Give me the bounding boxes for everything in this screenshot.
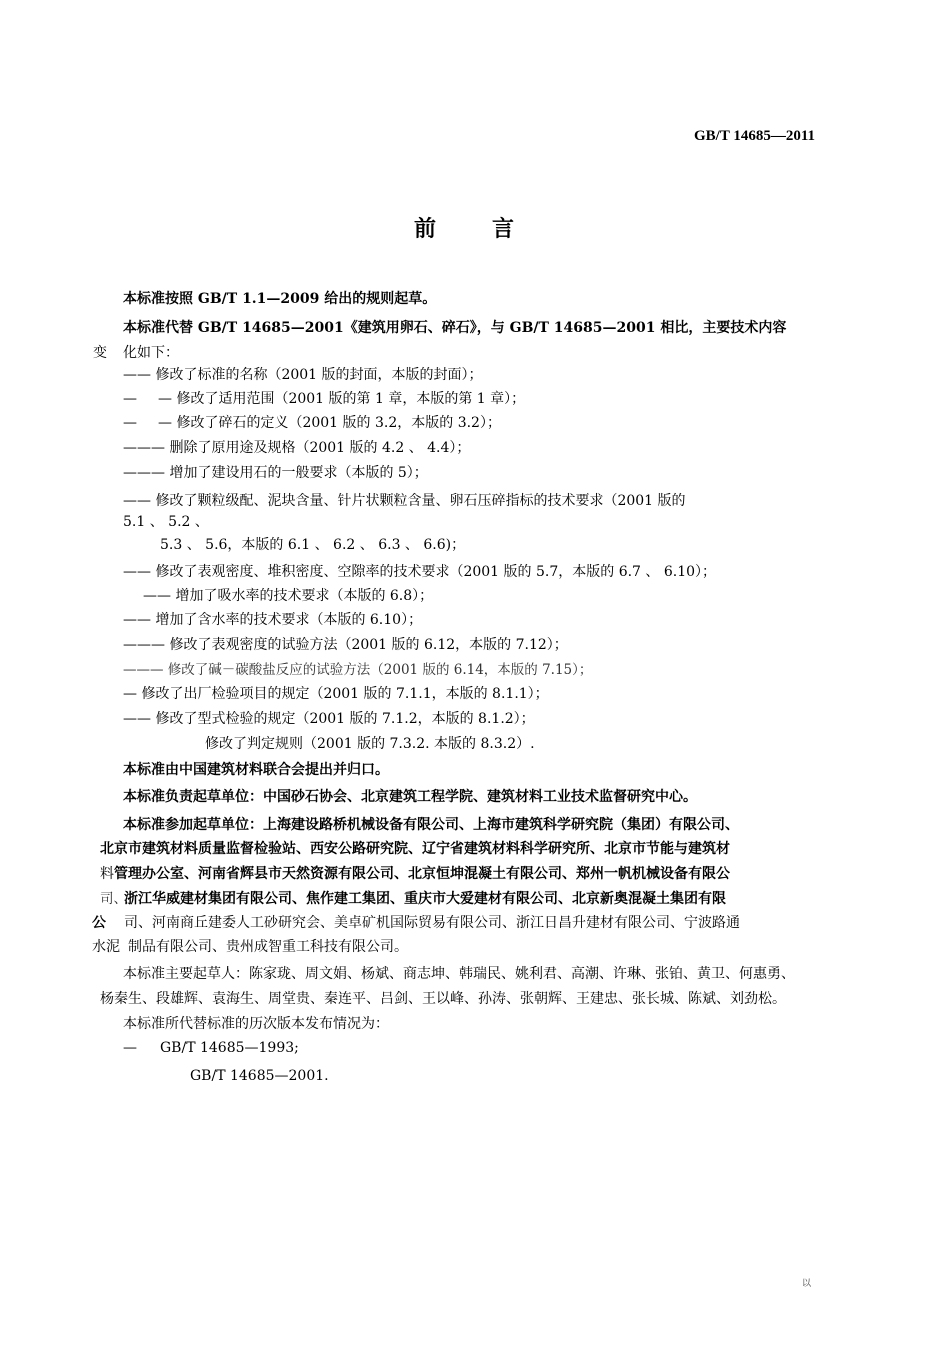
line-13: —— 增加了吸水率的技术要求（本版的 6.8）； <box>143 588 434 604</box>
line-24b: 管理办公室、河南省辉县市天然资源有限公司、北京恒坤混凝土有限公司、郑州一帆机械设备有限公 <box>114 866 730 882</box>
line-30: 本标准所代替标准的历次版本发布情况为： <box>123 1016 389 1032</box>
line-11: 5.3 、 5.6，本版的 6.1 、 6.2 、 6.3 、 6.6)； <box>160 537 466 553</box>
line-01: 本标准按照 GB/T 1.1—2009 给出的规则起草。 <box>123 291 437 307</box>
line-06a: — <box>123 415 137 431</box>
line-21: 本标准负责起草单位：中国砂石协会、北京建筑工程学院、建筑材料工业技术监督研究中心。 <box>123 789 697 805</box>
line-02: 本标准代替 GB/T 14685—2001《建筑用卵石、碎石》，与 GB/T 14685—2001 相比，主要技术内容 <box>123 320 787 336</box>
line-20: 本标准由中国建筑材料联合会提出并归口。 <box>123 762 389 778</box>
page-mark: 以 <box>802 1279 812 1289</box>
line-04: —— 修改了标准的名称（2001 版的封面，本版的封面）； <box>123 367 483 383</box>
line-31b: GB/T 14685—1993; <box>160 1040 299 1056</box>
line-23: 北京市建筑材料质量监督检验站、西安公路研究院、辽宁省建筑材料科学研究所、北京市节能与建筑材 <box>100 841 730 857</box>
line-26a: 公 <box>92 915 106 931</box>
line-29: 杨秦生、段雄辉、袁海生、周堂贵、秦连平、吕剑、王以峰、孙涛、张朝辉、王建忠、张长城、陈斌、刘劲松。 <box>100 991 786 1007</box>
line-12: —— 修改了表观密度、堆积密度、空隙率的技术要求（2001 版的 5.7，本版的 6.7 、 6.10）； <box>123 564 717 580</box>
line-22: 本标准参加起草单位：上海建设路桥机械设备有限公司、上海市建筑科学研究院（集团）有限公司、 <box>123 817 739 833</box>
line-08: ——— 增加了建设用石的一般要求（本版的 5）； <box>123 465 428 481</box>
line-06b: — 修改了碎石的定义（2001 版的 3.2，本版的 3.2）； <box>158 415 501 431</box>
line-10: 5.1 、 5.2 、 <box>123 514 209 530</box>
line-18: —— 修改了型式检验的规定（2001 版的 7.1.2，本版的 8.1.2）； <box>123 711 535 727</box>
page-title-char-1: 前 <box>414 217 437 242</box>
line-19: 修改了判定规则（2001 版的 7.3.2. 本版的 8.3.2）. <box>205 736 535 752</box>
line-07: ——— 删除了原用途及规格（2001 版的 4.2 、 4.4）； <box>123 440 471 456</box>
line-17: — 修改了出厂检验项目的规定（2001 版的 7.1.1，本版的 8.1.1）； <box>123 686 549 702</box>
line-26b: 司、河南商丘建委人工砂研究会、美卓矿机国际贸易有限公司、浙江日昌升建材有限公司、宁波路通 <box>124 915 740 931</box>
line-05b: — 修改了适用范围（2001 版的第 1 章，本版的第 1 章）； <box>158 391 526 407</box>
line-09: —— 修改了颗粒级配、泥块含量、针片状颗粒含量、卵石压碎指标的技术要求（2001 版的 <box>123 493 686 509</box>
line-31a: — <box>123 1040 137 1056</box>
line-24a: 料 <box>100 866 114 882</box>
line-27b: 制品有限公司、贵州成智重工科技有限公司。 <box>128 939 408 955</box>
page-title-char-2: 言 <box>492 217 515 242</box>
line-16: ——— 修改了碱－碳酸盐反应的试验方法（2001 版的 6.14，本版的 7.15）； <box>123 662 593 678</box>
line-05a: — <box>123 391 137 407</box>
line-03b: 化如下： <box>123 345 179 361</box>
line-32: GB/T 14685—2001. <box>190 1068 329 1084</box>
line-03a: 变 <box>93 345 107 361</box>
line-25a: 司、 <box>100 891 127 907</box>
line-15: ——— 修改了表观密度的试验方法（2001 版的 6.12，本版的 7.12）； <box>123 637 568 653</box>
standard-code: GB/T 14685—2011 <box>694 128 815 144</box>
line-14: —— 增加了含水率的技术要求（本版的 6.10）； <box>123 612 423 628</box>
line-28: 本标准主要起草人：陈家珑、周文娟、杨斌、商志坤、韩瑞民、姚利君、高潮、许琳、张铂、黄卫、何惠勇、 <box>123 966 795 982</box>
line-27a: 水泥 <box>92 939 120 955</box>
line-25b: 浙江华威建材集团有限公司、焦作建工集团、重庆市大爱建材有限公司、北京新奥混凝土集团有限 <box>124 891 726 907</box>
